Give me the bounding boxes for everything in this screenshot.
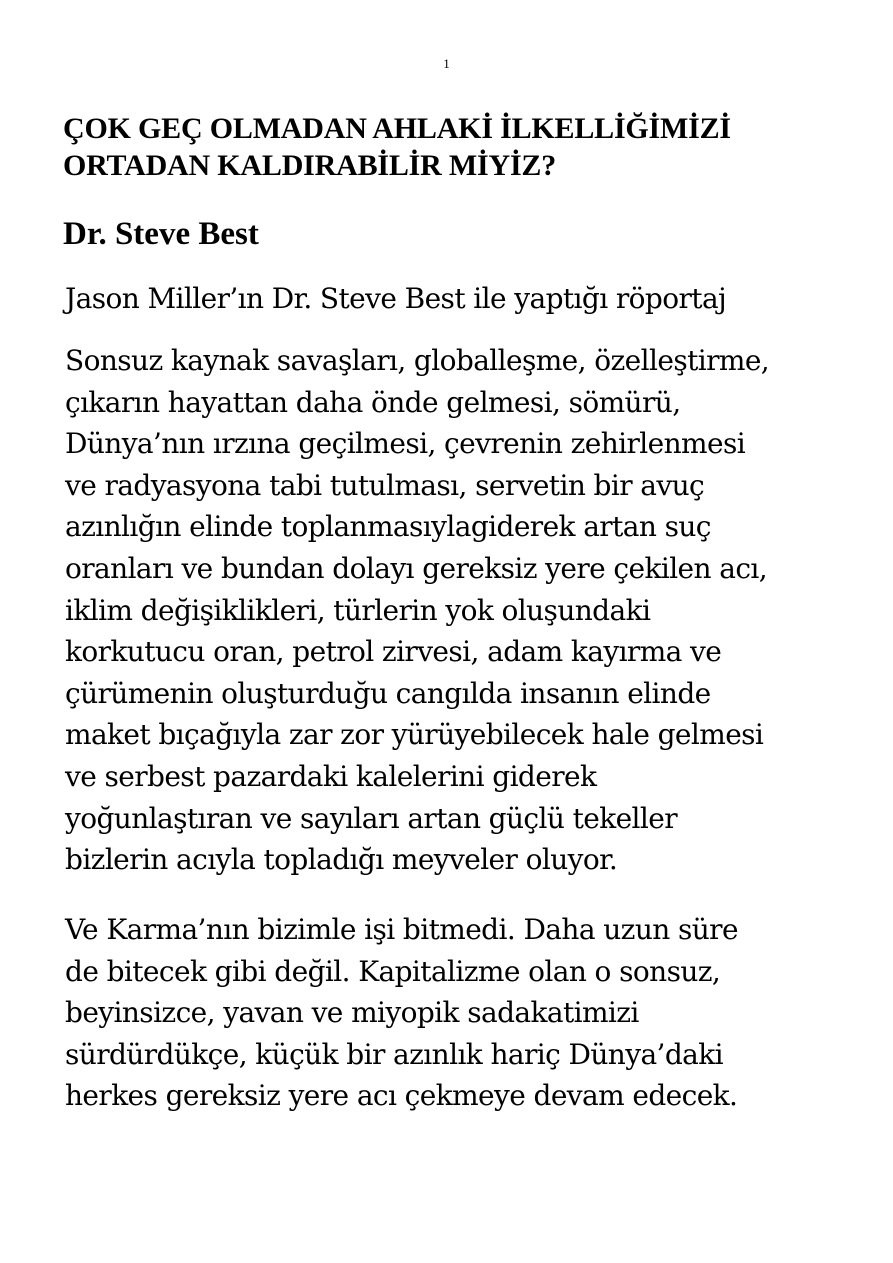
paragraph-line: Dünya’nın ırzına geçilmesi, çevrenin zehirlenmesi (65, 427, 746, 461)
paragraph-2 (65, 909, 885, 1117)
paragraph-line: de bitecek gibi değil. Kapitalizme olan o sonsuz, (65, 954, 721, 988)
paragraph-line: herkes gereksiz yere acı çekmeye devam edecek. (65, 1079, 738, 1113)
paragraph-line: çıkarın hayattan daha önde gelmesi, sömürü, (65, 385, 681, 419)
paragraph-line: yoğunlaştıran ve sayıları artan güçlü tekeller (65, 801, 678, 835)
title-line: ÇOK GEÇ OLMADAN AHLAKİ İLKELLİĞİMİZİ (63, 112, 731, 145)
interview-subtitle: Jason Miller’ın Dr. Steve Best ile yaptığı röportaj (65, 282, 727, 315)
paragraph-1 (65, 340, 885, 881)
paragraph-line: azınlığın elinde toplanmasıylagiderek artan suç (65, 510, 711, 544)
paragraph-line: ve radyasyona tabi tutulması, servetin bir avuç (65, 468, 705, 502)
title-line: ORTADAN KALDIRABİLİR MİYİZ? (63, 149, 557, 182)
article-title (63, 110, 853, 184)
paragraph-line: Sonsuz kaynak savaşları, globalleşme, özelleştirme, (65, 344, 770, 377)
author-name: Dr. Steve Best (63, 216, 259, 252)
paragraph-line: ve serbest pazardaki kalelerini giderek (65, 759, 597, 793)
paragraph-line: korkutucu oran, petrol zirvesi, adam kayırma ve (65, 635, 722, 669)
paragraph-line: Ve Karma’nın bizimle işi bitmedi. Daha uzun süre (65, 913, 738, 946)
paragraph-line: bizlerin acıyla topladığı meyveler oluyor. (65, 843, 618, 877)
paragraph-line: çürümenin oluşturduğu cangılda insanın elinde (65, 676, 711, 710)
paragraph-line: iklim değişiklikleri, türlerin yok oluşundaki (65, 593, 651, 627)
paragraph-line: sürdürdükçe, küçük bir azınlık hariç Dünya’daki (65, 1037, 723, 1071)
page-number: 1 (443, 56, 450, 71)
paragraph-line: maket bıçağıyla zar zor yürüyebilecek hale gelmesi (65, 718, 764, 752)
paragraph-line: oranları ve bundan dolayı gereksiz yere çekilen acı, (65, 551, 768, 585)
paragraph-line: beyinsizce, yavan ve miyopik sadakatimizi (65, 996, 639, 1030)
